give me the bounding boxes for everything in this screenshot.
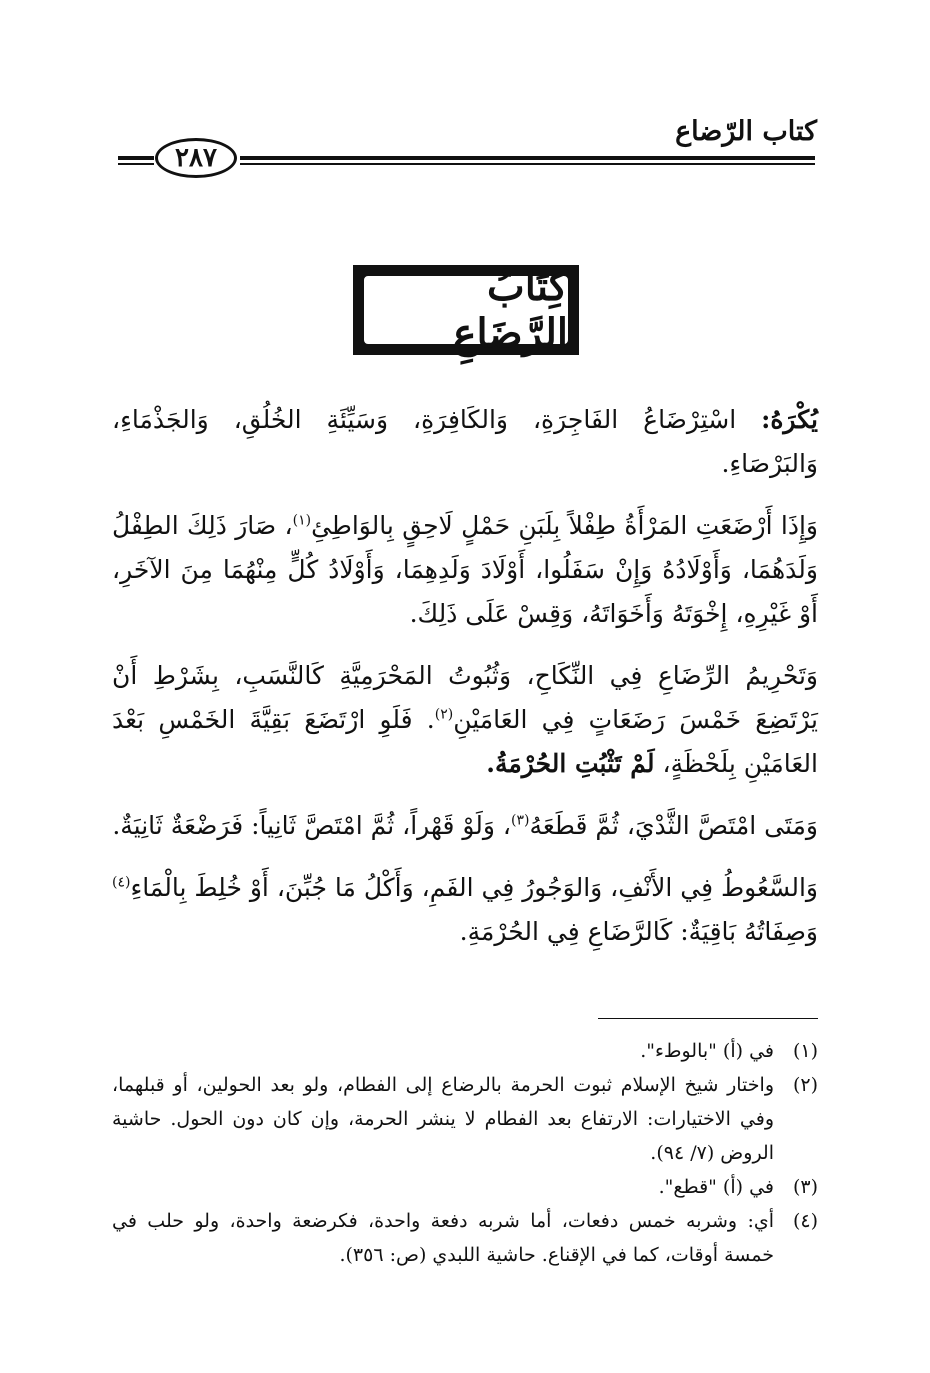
footnote-ref-1[interactable]: (١) bbox=[292, 512, 312, 529]
paragraph-text: وَإِذَا أَرْضَعَتِ المَرْأَةُ طِفْلاً بِلَبَنِ حَمْلٍ لَاحِقٍ بِالوَاطِئِ bbox=[311, 511, 819, 540]
paragraph-5 bbox=[112, 866, 818, 954]
body-text bbox=[112, 398, 818, 972]
footnote-ref-3[interactable]: (٣) bbox=[511, 812, 530, 829]
paragraph-4 bbox=[112, 804, 818, 848]
footnote-ref-2[interactable]: (٢) bbox=[434, 706, 454, 723]
running-title: كتاب الرّضاع bbox=[675, 116, 817, 147]
footnote-text: في (أ) "قطع". bbox=[658, 1176, 774, 1198]
paragraph-lead-word: يُكْرَهُ: bbox=[761, 405, 818, 434]
footnote-3 bbox=[112, 1170, 818, 1204]
paragraph-1 bbox=[112, 398, 818, 486]
paragraph-2 bbox=[112, 504, 818, 636]
paragraph-text: ، وَلَوْ قَهْراً، ثُمَّ امْتَصَّ ثَانِياً: فَرَضْعَةٌ ثَانِيَةٌ. bbox=[112, 811, 511, 840]
header-rule-thin bbox=[240, 163, 815, 165]
footnote-text: في (أ) "بالوطء". bbox=[640, 1040, 774, 1062]
footnote-number: (٤) bbox=[792, 1210, 818, 1232]
footnotes bbox=[112, 1034, 818, 1272]
header-rule-left bbox=[118, 156, 154, 160]
footnote-number: (٢) bbox=[792, 1074, 818, 1096]
footnote-number: (١) bbox=[792, 1040, 818, 1062]
paragraph-text: ، صَارَ ذَلِكَ الطِفْلُ وَلَدَهُمَا، وَأَوْلَادُهُ وَإِنْ سَفَلُوا، أَوْلَادَ وَلَدِهِمَا، وَأَوْلَادُ كُلٍّ مِنْهُمَا مِنَ الآخَرِ، أَوْ غَيْرِهِ، إِخْوَتَهُ وَأَخَوَاتَهُ، وَقِسْ عَلَى ذَلِكَ. bbox=[112, 511, 818, 628]
footnote-number: (٣) bbox=[792, 1176, 818, 1198]
footnote-text: أي: وشربه خمس دفعات، أما شربه دفعة واحدة، فكرضعة واحدة، ولو حلب في خمسة أوقات، كما في الإقناع. حاشية اللبدي (ص: ٣٥٦). bbox=[112, 1210, 774, 1266]
footnote-1 bbox=[112, 1034, 818, 1068]
paragraph-text: . فَلَوِ ارْتَضَعَ بَقِيَّةَ الخَمْسِ بَعْدَ العَامَيْنِ بِلَحْظَةٍ، bbox=[112, 705, 818, 778]
chapter-title-frame bbox=[353, 265, 579, 355]
footnote-separator bbox=[598, 1018, 818, 1019]
paragraph-text: وَصِفَاتُهُ بَاقِيَةٌ: كَالرَّضَاعِ فِي الحُرْمَةِ. bbox=[459, 917, 818, 946]
paragraph-3 bbox=[112, 654, 818, 786]
footnote-ref-4[interactable]: (٤) bbox=[112, 874, 131, 891]
paragraph-text: وَمَتَى امْتَصَّ الثَّدْيَ، ثُمَّ قَطَعَهُ bbox=[529, 811, 818, 840]
chapter-title: كِتَابُ الرَّضَاعِ bbox=[362, 274, 570, 346]
paragraph-text: اسْتِرْضَاعُ الفَاجِرَةِ، وَالكَافِرَةِ، وَسَيِّئَةِ الخُلُقِ، وَالجَذْمَاءِ، وَالبَرْصَاءِ. bbox=[112, 405, 818, 478]
header-rule bbox=[240, 156, 815, 160]
page-number: ٢٨٧ bbox=[155, 138, 237, 178]
footnote-2 bbox=[112, 1068, 818, 1170]
paragraph-text: وَتَحْرِيمُ الرِّضَاعِ فِي النِّكَاحِ، وَثُبُوتُ المَحْرَمِيَّةِ كَالنَّسَبِ، بِشَرْطِ أَنْ يَرْتَضِعَ خَمْسَ رَضَعَاتٍ فِي العَامَيْنِ bbox=[112, 661, 818, 734]
paragraph-text: وَالسَّعُوطُ فِي الأَنْفِ، وَالوَجُورُ فِي الفَمِ، وَأَكْلُ مَا جُبِّنَ، أَوْ خُلِطَ بِالْمَاءِ bbox=[130, 873, 818, 902]
footnote-text: واختار شيخ الإسلام ثبوت الحرمة بالرضاع إلى الفطام، ولو بعد الحولين، أو قبلهما، وفي الاختيارات: الارتفاع بعد الفطام لا ينشر الحرمة، وإن كان دون الحول. حاشية الروض (٧/ ٩٤). bbox=[112, 1074, 774, 1164]
header-rule-left-thin bbox=[118, 163, 154, 165]
paragraph-emphasis: لَمْ تَثْبُتِ الحُرْمَةُ. bbox=[486, 749, 655, 778]
footnote-4 bbox=[112, 1204, 818, 1272]
